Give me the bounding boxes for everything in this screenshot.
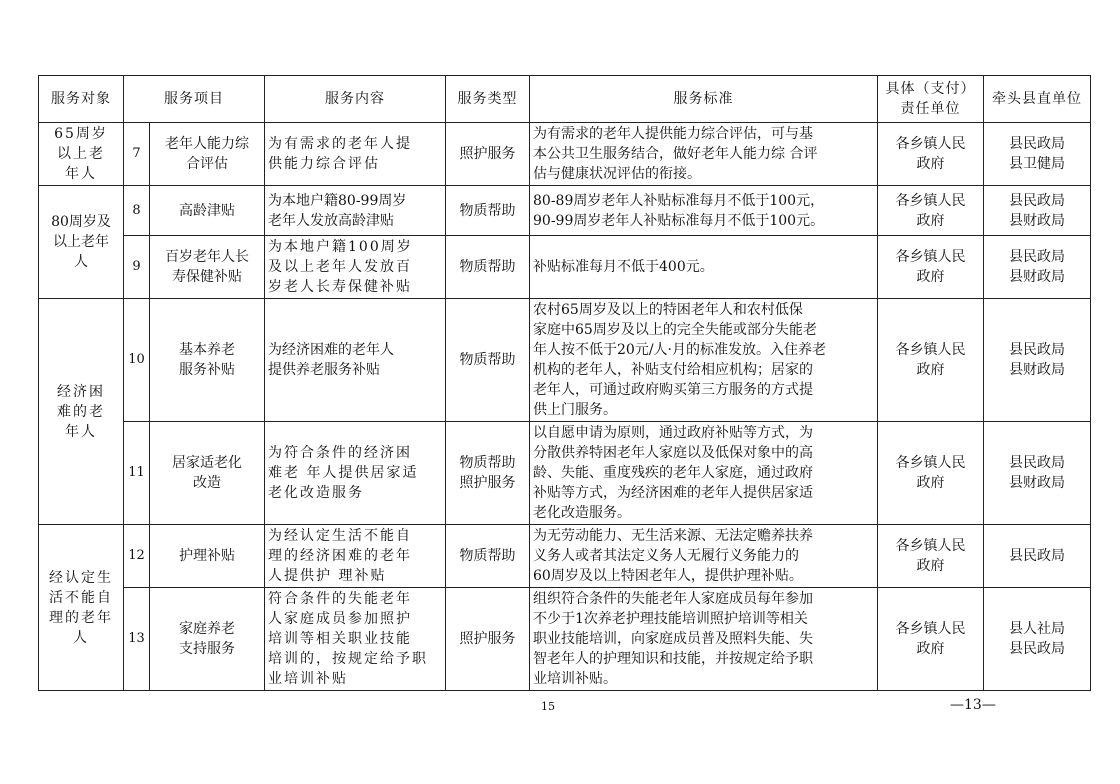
header-responsible-line2: 责任单位 — [900, 101, 961, 117]
page-label: —13— — [950, 697, 996, 713]
service-content — [265, 299, 446, 422]
responsible-unit — [878, 299, 984, 422]
responsible-unit-line: 政府 — [916, 362, 945, 378]
responsible-unit-line: 政府 — [916, 156, 945, 172]
responsible-unit-line: 政府 — [916, 475, 945, 491]
service-item-line: 基本养老 — [179, 342, 235, 358]
service-standard — [530, 525, 878, 588]
service-content-line: 理的经济困难的老年 — [268, 548, 412, 564]
service-type-line: 照护服务 — [459, 631, 516, 647]
county-unit — [984, 123, 1091, 186]
service-standard-line: 90-99周岁老年人补贴标准每月不低于100元。 — [533, 212, 825, 229]
county-unit — [984, 422, 1091, 525]
service-item-line: 护理补贴 — [179, 548, 235, 564]
service-content-line: 为经济困难的老年人 — [268, 342, 394, 358]
service-content-line: 及以上老年人发放百 — [268, 259, 412, 275]
service-standard-line: 龄、失能、重度残疾的老年人家庭，通过政府 — [533, 465, 813, 481]
responsible-unit-line: 各乡镇人民 — [895, 192, 966, 209]
header-object: 服务对象 — [39, 76, 124, 123]
responsible-unit-line: 各乡镇人民 — [895, 455, 966, 471]
service-content-line: 培训的，按规定给予职 — [268, 651, 428, 667]
service-standard-line: 分散供养特困老年人家庭以及低保对象中的高 — [533, 445, 813, 461]
group-label-line: 人 — [73, 629, 89, 646]
header-item: 服务项目 — [124, 76, 265, 123]
service-content-line: 人家庭成员参加照护 — [268, 611, 412, 627]
service-standard-line: 80-89周岁老年人补贴标准每月不低于100元， — [533, 192, 825, 209]
row-number: 10 — [124, 299, 150, 422]
service-standard — [530, 186, 878, 236]
group-cell — [39, 123, 124, 186]
county-unit — [984, 186, 1091, 236]
county-unit-line: 县民政局 — [1009, 249, 1065, 265]
group-label-line: 经济困 — [57, 383, 105, 400]
responsible-unit-line: 各乡镇人民 — [895, 621, 966, 637]
service-content-line: 业培训补贴 — [268, 671, 348, 687]
row-number: 11 — [124, 422, 150, 525]
service-content — [265, 525, 446, 588]
group-label-line: 难的老 — [57, 403, 105, 420]
row-number: 8 — [124, 186, 150, 236]
service-item-line: 家庭养老 — [179, 621, 235, 637]
county-unit-line: 县民政局 — [1009, 136, 1065, 152]
service-item — [150, 236, 265, 299]
group-label-line: 活不能自 — [49, 589, 113, 606]
service-content — [265, 123, 446, 186]
service-content-line: 难老 年人提供居家适 — [268, 465, 419, 481]
service-standard-line: 义务人或者其法定义务人无履行义务能力的 — [533, 548, 799, 564]
service-item-line: 老年人能力综 — [165, 136, 249, 152]
table-row — [39, 588, 1091, 691]
county-unit-line: 县财政局 — [1009, 212, 1065, 229]
service-type-line: 照护服务 — [459, 475, 516, 491]
row-number: 7 — [124, 123, 150, 186]
group-label-line: 经认定生 — [49, 569, 113, 586]
table-row — [39, 236, 1091, 299]
service-standard-line: 不少于1次养老护理技能培训照护培训等相关 — [533, 611, 808, 627]
service-type — [446, 422, 530, 525]
service-type-line: 物质帮助 — [459, 259, 516, 275]
table-row — [39, 186, 1091, 236]
service-content-line: 培训等相关职业技能 — [268, 631, 412, 647]
group-label-line: 理的老年 — [49, 609, 113, 626]
county-unit-line: 县财政局 — [1009, 362, 1065, 378]
services-table — [38, 75, 1091, 691]
service-content-line: 符合条件的失能老年 — [268, 591, 412, 607]
service-item-line: 合评估 — [186, 156, 228, 172]
table-row — [39, 123, 1091, 186]
service-item-line: 改造 — [193, 475, 221, 491]
service-content-line: 老年人发放高龄津贴 — [268, 212, 394, 229]
service-standard-line: 职业技能培训，向家庭成员普及照料失能、失 — [533, 631, 813, 647]
service-standard-line: 估与健康状况评估的衔接。 — [533, 166, 701, 182]
service-type — [446, 588, 530, 691]
group-cell — [39, 186, 124, 299]
service-type — [446, 236, 530, 299]
service-content — [265, 588, 446, 691]
service-content-line: 岁老人长寿保健补贴 — [268, 279, 412, 295]
service-standard-line: 机构的老年人，补贴支付给相应机构；居家的 — [533, 362, 813, 378]
responsible-unit — [878, 422, 984, 525]
county-unit — [984, 299, 1091, 422]
row-number: 13 — [124, 588, 150, 691]
group-cell — [39, 299, 124, 525]
service-content-line: 老化改造服务 — [268, 485, 364, 501]
responsible-unit-line: 政府 — [916, 641, 945, 657]
responsible-unit-line: 各乡镇人民 — [895, 538, 966, 554]
group-label-line: 人 — [74, 254, 88, 270]
responsible-unit — [878, 123, 984, 186]
service-item — [150, 123, 265, 186]
service-standard-line: 补贴标准每月不低于400元。 — [533, 259, 714, 275]
header-type: 服务类型 — [446, 76, 530, 123]
service-content — [265, 236, 446, 299]
service-content-line: 为符合条件的经济困 — [268, 445, 412, 461]
county-unit — [984, 236, 1091, 299]
service-item-line: 服务补贴 — [179, 362, 235, 378]
service-item-line: 百岁老年人长 — [165, 249, 249, 265]
group-label-line: 65周岁 — [54, 126, 108, 142]
service-content-line: 为经认定生活不能自 — [268, 528, 412, 544]
service-type-line: 物质帮助 — [459, 202, 516, 219]
service-standard-line: 60周岁及以上特困老年人，提供护理补贴。 — [533, 568, 803, 584]
service-standard-line: 为有需求的老年人提供能力综合评估，可与基 — [533, 126, 813, 142]
county-unit-line: 县民政局 — [1009, 342, 1065, 358]
responsible-unit-line: 政府 — [916, 269, 945, 285]
service-standard-line: 业培训补贴。 — [533, 671, 617, 687]
service-standard-line: 组织符合条件的失能老年人家庭成员每年参加 — [533, 591, 813, 607]
service-type — [446, 186, 530, 236]
table-row — [39, 525, 1091, 588]
group-label-line: 以上老年 — [53, 234, 109, 250]
county-unit-line: 县民政局 — [1009, 548, 1065, 564]
group-label-line: 年人 — [65, 166, 97, 182]
service-standard — [530, 299, 878, 422]
service-standard-line: 老化改造服务。 — [533, 505, 631, 521]
service-standard-line: 智老年人的护理知识和技能，并按规定给予职 — [533, 651, 813, 667]
service-standard — [530, 123, 878, 186]
responsible-unit-line: 政府 — [916, 212, 945, 229]
service-standard — [530, 422, 878, 525]
county-unit-line: 县民政局 — [1009, 641, 1065, 657]
service-standard-line: 为无劳动能力、无生活来源、无法定赡养扶养 — [533, 528, 813, 544]
responsible-unit — [878, 588, 984, 691]
county-unit-line: 县卫健局 — [1009, 156, 1065, 172]
service-content — [265, 422, 446, 525]
service-item — [150, 525, 265, 588]
service-standard-line: 本公共卫生服务结合，做好老年人能力综 合评 — [533, 146, 818, 162]
group-label-line: 以上老 — [57, 146, 105, 162]
service-type — [446, 299, 530, 422]
service-item — [150, 186, 265, 236]
service-content-line: 为本地户籍100周岁 — [268, 239, 413, 255]
service-standard — [530, 236, 878, 299]
header-responsible-line1: 具体（支付） — [885, 81, 976, 97]
service-type-line: 照护服务 — [459, 146, 516, 162]
header-standard: 服务标准 — [530, 76, 878, 123]
row-number: 9 — [124, 236, 150, 299]
group-cell — [39, 525, 124, 691]
responsible-unit-line: 各乡镇人民 — [895, 342, 966, 358]
header-county: 牵头县直单位 — [984, 76, 1091, 123]
page-number: 15 — [541, 700, 555, 713]
service-type-line: 物质帮助 — [459, 352, 516, 368]
county-unit — [984, 588, 1091, 691]
service-type — [446, 123, 530, 186]
county-unit-line: 县财政局 — [1009, 269, 1065, 285]
service-content-line: 供能力综合评估 — [268, 156, 380, 172]
service-standard-line: 年人按不低于20元/人·月的标准发放。入住养老 — [533, 342, 826, 358]
header-row — [39, 76, 1091, 123]
group-label-line: 年人 — [65, 423, 97, 440]
service-standard-line: 供上门服务。 — [533, 402, 617, 418]
responsible-unit-line: 政府 — [916, 558, 945, 574]
service-item-line: 寿保健补贴 — [172, 269, 242, 285]
table-row — [39, 422, 1091, 525]
service-item-line: 高龄津贴 — [179, 202, 235, 219]
service-item — [150, 299, 265, 422]
responsible-unit — [878, 186, 984, 236]
responsible-unit-line: 各乡镇人民 — [895, 249, 966, 265]
county-unit-line: 县民政局 — [1009, 192, 1065, 209]
row-number: 12 — [124, 525, 150, 588]
county-unit-line: 县财政局 — [1009, 475, 1065, 491]
county-unit-line: 县人社局 — [1009, 621, 1065, 637]
group-label-line: 80周岁及 — [51, 214, 111, 230]
service-item — [150, 588, 265, 691]
county-unit — [984, 525, 1091, 588]
service-content-line: 提供养老服务补贴 — [268, 362, 380, 378]
table-row — [39, 299, 1091, 422]
service-standard-line: 以自愿申请为原则，通过政府补贴等方式，为 — [533, 425, 813, 441]
service-content — [265, 186, 446, 236]
service-standard-line: 农村65周岁及以上的特困老年人和农村低保 — [533, 302, 803, 318]
service-standard-line: 家庭中65周岁及以上的完全失能或部分失能老 — [533, 322, 817, 338]
service-type-line: 物质帮助 — [459, 548, 516, 564]
responsible-unit-line: 各乡镇人民 — [895, 136, 966, 152]
header-content: 服务内容 — [265, 76, 446, 123]
service-type — [446, 525, 530, 588]
responsible-unit — [878, 525, 984, 588]
county-unit-line: 县民政局 — [1009, 455, 1065, 471]
service-content-line: 为本地户籍80-99周岁 — [268, 192, 407, 209]
service-item-line: 居家适老化 — [172, 455, 242, 471]
service-item-line: 支持服务 — [179, 641, 235, 657]
responsible-unit — [878, 236, 984, 299]
service-standard-line: 老年人，可通过政府购买第三方服务的方式提 — [533, 382, 813, 398]
service-standard-line: 补贴等方式，为经济困难的老年人提供居家适 — [533, 485, 813, 501]
service-type-line: 物质帮助 — [459, 455, 516, 471]
header-responsible — [878, 76, 984, 123]
service-item — [150, 422, 265, 525]
service-content-line: 为有需求的老年人提 — [268, 136, 412, 152]
service-standard — [530, 588, 878, 691]
service-content-line: 人提供护 理补贴 — [268, 568, 387, 584]
